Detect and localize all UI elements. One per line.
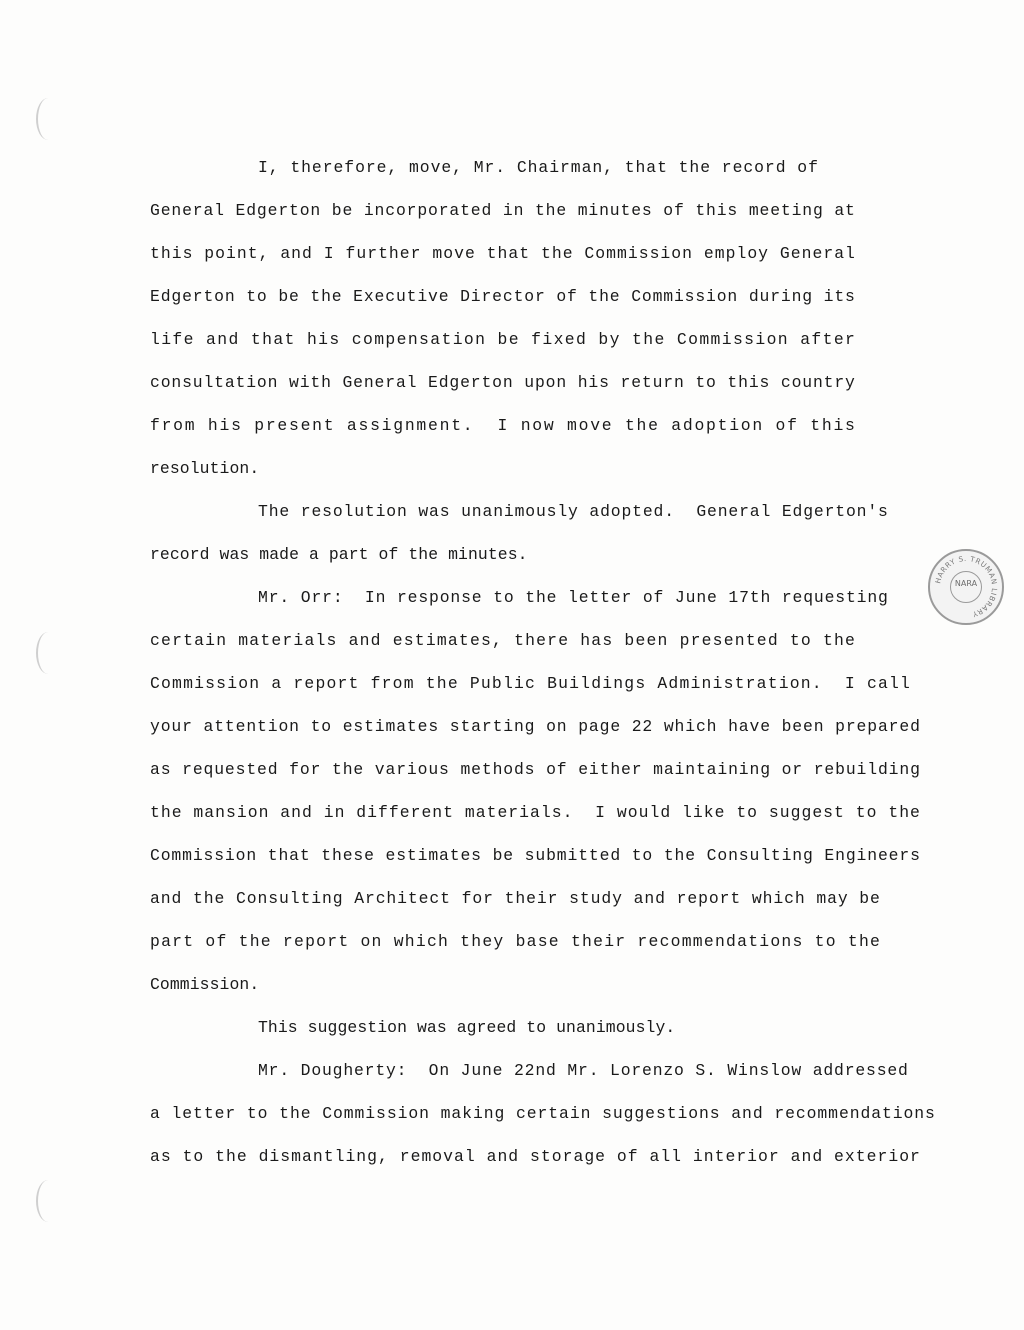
text-line: part of the report on which they base their recommendations to the bbox=[150, 932, 882, 951]
library-stamp bbox=[928, 549, 1004, 625]
text-line: Mr. Orr: In response to the letter of June 17th requesting bbox=[258, 588, 889, 607]
text-line: Commission a report from the Public Buildings Administration. I call bbox=[150, 674, 912, 693]
text-line: Edgerton to be the Executive Director of the Commission during its bbox=[150, 287, 856, 306]
text-line: certain materials and estimates, there has been presented to the bbox=[150, 631, 857, 650]
text-line: a letter to the Commission making certain suggestions and recommendations bbox=[150, 1104, 936, 1123]
text-line: General Edgerton be incorporated in the minutes of this meeting at bbox=[150, 201, 856, 220]
text-line: the mansion and in different materials. I would like to suggest to the bbox=[150, 803, 921, 822]
text-line: life and that his compensation be fixed by the Commission after bbox=[150, 330, 857, 349]
text-line: Commission that these estimates be submitted to the Consulting Engineers bbox=[150, 846, 921, 865]
text-line: record was made a part of the minutes. bbox=[150, 545, 528, 564]
text-line: Mr. Dougherty: On June 22nd Mr. Lorenzo S. Winslow addressed bbox=[258, 1061, 909, 1080]
text-line: This suggestion was agreed to unanimously. bbox=[258, 1018, 676, 1037]
text-line: from his present assignment. I now move the adoption of this bbox=[150, 416, 857, 435]
text-line: Commission. bbox=[150, 975, 260, 994]
text-line: The resolution was unanimously adopted. General Edgerton's bbox=[258, 502, 889, 521]
stamp-ring-text: HARRY S. TRUMAN LIBRARY bbox=[933, 553, 1000, 620]
text-line: and the Consulting Architect for their study and report which may be bbox=[150, 889, 881, 908]
punch-hole-middle bbox=[36, 632, 60, 674]
text-line: as requested for the various methods of either maintaining or rebuilding bbox=[150, 760, 921, 779]
stamp-center-text: NARA bbox=[954, 579, 978, 588]
text-line: this point, and I further move that the Commission employ General bbox=[150, 244, 856, 263]
text-line: consultation with General Edgerton upon his return to this country bbox=[150, 373, 856, 392]
punch-hole-top bbox=[36, 98, 60, 140]
text-line: resolution. bbox=[150, 459, 260, 478]
text-line: as to the dismantling, removal and storage of all interior and exterior bbox=[150, 1147, 921, 1166]
text-line: your attention to estimates starting on page 22 which have been prepared bbox=[150, 717, 921, 736]
text-line: I, therefore, move, Mr. Chairman, that the record of bbox=[258, 158, 819, 177]
punch-hole-bottom bbox=[36, 1180, 60, 1222]
